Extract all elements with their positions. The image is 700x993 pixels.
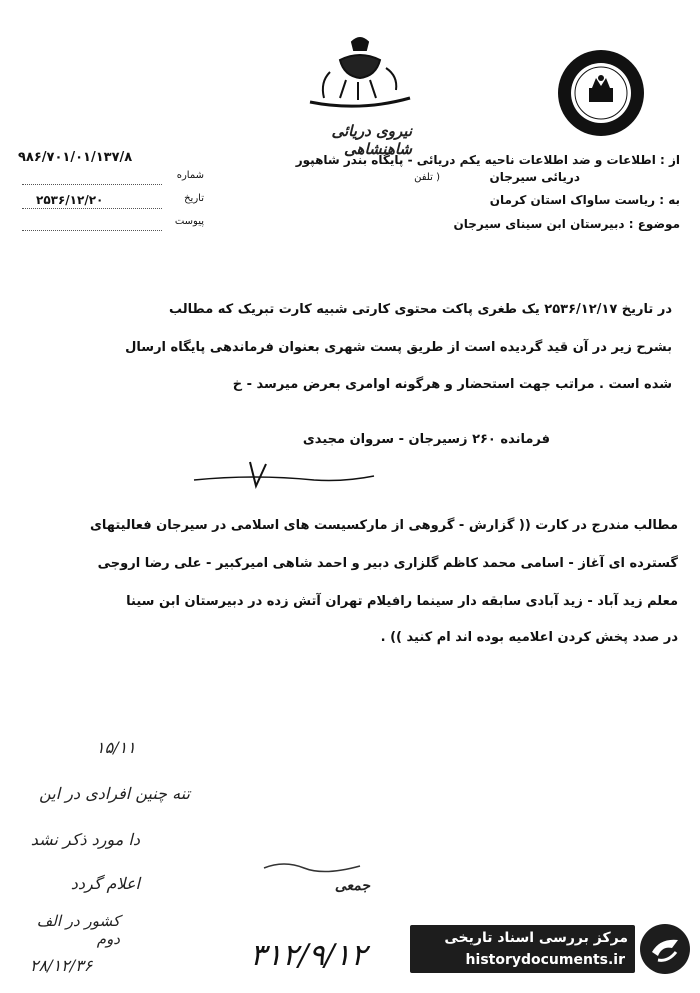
quote-line-2: گسترده ای آغاز - اسامی محمد کاظم گلزاری دبیر و احمد شاهی امیرکبیر - علی رضا اروجی (97, 556, 678, 571)
body-line-3: شده است . مراتب جهت استحضار و هرگونه اوامری بعرض میرسد - خ (232, 377, 672, 392)
imperial-navy-emblem (300, 32, 420, 112)
from-line: از : اطلاعات و ضد اطلاعات ناحیه یکم دریائی - پایگاه بندر شاهپور (295, 153, 680, 167)
body-line-2: بشرح زیر در آن قید گردیده است از طریق پست شهری بعنوان فرماندهی پایگاه ارسال (125, 340, 672, 355)
watermark-title: مرکز بررسی اسناد تاریخی (444, 930, 628, 946)
letter-number-label: شماره (176, 170, 204, 181)
quote-line-3: معلم زید آباد - زید آبادی سابقه دار سینما رافیلام تهران آتش زده در دبیرستان ابن سینا (126, 594, 678, 609)
date-underline (22, 208, 162, 209)
handwritten-ref-top: ۱۵/۱۱ (96, 738, 136, 757)
org-title: نیروی دریائی شاهنشاهی (331, 122, 412, 158)
handwritten-seal-name: جمعی (334, 878, 370, 894)
subject-line: موضوع : دبیرستان ابن سینای سیرجان (453, 217, 680, 231)
attachment-label: پیوست (174, 216, 204, 227)
handwritten-note-1: تنه چنین افرادی در این (39, 784, 190, 803)
watermark-url: historydocuments.ir (465, 952, 625, 968)
signature-scribble (190, 452, 380, 492)
attachment-underline (22, 230, 162, 231)
quote-line-1: مطالب مندرج در کارت (( گزارش - گروهی از مارکسیست های اسلامی در سیرجان فعالیتهای (89, 518, 678, 533)
handwritten-note-4: کشور در الف دوم (36, 912, 120, 948)
from-line-continued: دریائی سیرجان (489, 170, 580, 184)
letter-number-value: ۹۸۶/۷۰۱/۰۱/۱۳۷/۸ (18, 150, 133, 165)
archive-logo-icon (638, 922, 692, 976)
quote-line-4: در صدد پخش کردن اعلامیه بوده اند ام کنید )) . (380, 630, 678, 645)
number-underline (22, 184, 162, 185)
signature-line: فرمانده ۲۶۰ زسیرجان - سروان مجیدی (302, 432, 550, 447)
date-label: تاریخ (184, 193, 204, 204)
body-line-1: در تاریخ ۲۵۳۶/۱۲/۱۷ یک طغری پاکت محتوی کارتی شبیه کارت تبریک که مطالب (169, 302, 672, 317)
to-line: به : ریاست ساواک استان کرمان (489, 193, 680, 207)
handwritten-note-2: دا مورد ذکر نشد (30, 830, 140, 849)
official-seal (556, 48, 646, 138)
handwritten-note-date: ۲۸/۱۲/۳۶ (30, 956, 93, 975)
phone-label: ( تلفن (414, 172, 440, 183)
handwritten-note-3: اعلام گردد (70, 874, 140, 893)
archive-number: ۳۱۲/۹/۱۲ (250, 938, 367, 973)
stamp-scribble (262, 856, 362, 876)
date-value: ۲۵۳۶/۱۲/۲۰ (36, 193, 104, 207)
